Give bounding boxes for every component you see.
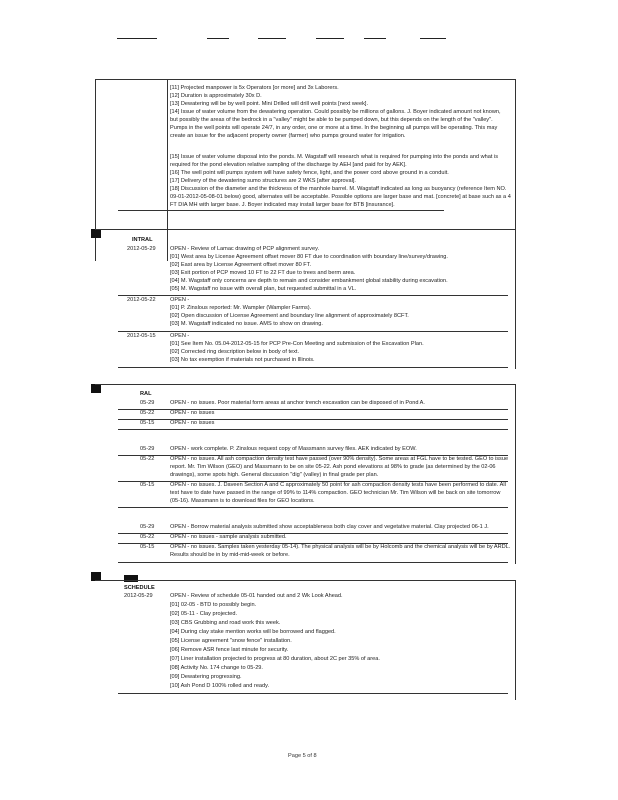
section-c-date: 05-15 <box>140 420 155 426</box>
section-c-line: OPEN - no issues. Poor material form areas at anchor trench excavation can be disposed of in Pond A. <box>170 400 425 406</box>
section-c-line: drawings), some spots high. General discussion "dig" (valley) in final grade per plan. <box>170 472 379 478</box>
section-c-date: 05-15 <box>140 482 155 488</box>
header-rule-6 <box>420 38 446 39</box>
header-rule-3 <box>258 38 286 39</box>
section-b-line: [02] Open discussion of License Agreement and boundary line alignment of approximately 8CFT. <box>170 313 409 319</box>
section-a-line: FT DIA MH with larger base. J. Boyer indicated may install larger base for BTB [insurance]. <box>170 202 395 208</box>
section-a-top-rule <box>95 79 515 80</box>
section-d-line: [10] Ash Pond D 100% rolled and ready. <box>170 683 270 689</box>
section-b-top-rule <box>95 229 515 230</box>
section-a-line: [15] Issue of water volume disposal into the ponds. M. Wagstaff will research what is required for pumping into the ponds and what is <box>170 154 499 160</box>
section-c-line: Results should be in by mid-mid-week or before. <box>170 552 290 558</box>
section-d-line: [09] Dewatering progressing. <box>170 674 242 680</box>
section-c-line: OPEN - no issues <box>170 410 215 416</box>
section-c-bottom-rule <box>118 562 508 563</box>
section-c-date: 05-29 <box>140 524 155 530</box>
page-number: Page 5 of 8 <box>288 753 317 759</box>
section-c-line: (05-16). Massmann is to download files for GEO locations. <box>170 498 315 504</box>
section-a-line: [17] Delivery of the dewatering sumo structures are 2 WKS [after approval]. <box>170 178 356 184</box>
section-a-line: but possibly the areas of the bedrock in a "valley" might be able to be pumped down, but this depends on the length of the "valley". <box>170 117 493 123</box>
section-d-date: 2012-05-29 <box>124 593 153 599</box>
section-c-marker <box>91 384 101 393</box>
section-c-line: OPEN - no issues - sample analysis submitted. <box>170 534 287 540</box>
section-b-line: OPEN - <box>170 333 190 339</box>
section-c-date: 05-22 <box>140 456 155 462</box>
section-b-line: [01] P. Zinslous reported: Mr. Wampler (Wampler Farms). <box>170 305 312 311</box>
section-d-line: [01] 02-05 - BTD to possibly begin. <box>170 602 257 608</box>
section-a-line: [16] The well point will pumps system will have safety fence, light, and the power cord above ground in a conduit. <box>170 170 449 176</box>
section-b-entry-rule <box>118 331 508 332</box>
section-a-line: 09-01-2012-05-08-01 below) good, alternates will be acceptable. Possible options are larger base and mat. [concrete] at base such as a 4 <box>170 194 511 200</box>
section-d-line: [05] License agreement "snow fence" installation. <box>170 638 292 644</box>
section-c-date: 05-29 <box>140 446 155 452</box>
header-rule-2 <box>207 38 229 39</box>
section-d-title: SCHEDULE <box>124 585 155 591</box>
section-b-line: [02] East area by License Agreement offset mover 80 FT. <box>170 262 312 268</box>
section-c-line: OPEN - Borrow material analysis submitted show acceptableness both clay cover and vegetative material. Clay projected 06-1 J. <box>170 524 489 530</box>
section-c-date: 05-29 <box>140 400 155 406</box>
section-a-line: create an issue for the adjacent property owner (farmer) who pumps ground water for irrigation. <box>170 133 406 139</box>
section-d-line: [04] During clay stake mention works will be borrowed and flagged. <box>170 629 336 635</box>
section-c-top-rule <box>95 384 515 385</box>
section-b-line: [05] M. Wagstaff no issue with overall plan, but requested submittal in a VL. <box>170 286 357 292</box>
section-b-line: [02] Corrected ring description below in body of text. <box>170 349 300 355</box>
section-c-right-rule <box>515 384 516 564</box>
section-a-line: [18] Discussion of the diameter and the thickness of the manhole barrel. M. Wagstaff indicated as long as buoyancy (reference Item NO. <box>170 186 507 192</box>
section-d-bottom-rule <box>118 693 508 694</box>
section-b-bottom-rule <box>118 367 508 368</box>
section-d-line: [03] CBS Grubbing and road work this week. <box>170 620 281 626</box>
section-d-top-rule <box>95 580 515 581</box>
section-d-right-rule <box>515 580 516 700</box>
section-c-entry-rule <box>118 507 508 508</box>
section-d-line: [08] Activity No. 174 change to 05-29. <box>170 665 263 671</box>
section-b-title: INTRAL <box>132 237 153 243</box>
section-c-line: OPEN - no issues. All ash compaction density test have passed (over 90% density). Some areas at FGL have to be tested. GEO to issue <box>170 456 509 462</box>
section-b-line: [03] No tax exemption if materials not purchased in Illinois. <box>170 357 315 363</box>
section-b-date: 2012-05-22 <box>127 297 156 303</box>
section-a-line: required for the pond elevation relative sampling of the discharge by AEH [and paid for by AEK]. <box>170 162 407 168</box>
section-b-right-rule <box>515 229 516 369</box>
section-c-line: report. Mr. Tim Wilson (GEO) and Massmann to be on site 05-22. Ash pond elevations at 98% to grade (as determined by the 02-06 <box>170 464 496 470</box>
section-c-date: 05-22 <box>140 534 155 540</box>
section-b-line: [03] M. Wagstaff indicated no issue. AMS to show on drawing. <box>170 321 323 327</box>
section-c-entry-rule <box>118 429 508 430</box>
section-a-line: [12] Duration is approximately 30x D. <box>170 93 262 99</box>
header-rule-4 <box>316 38 344 39</box>
section-b-marker <box>91 229 101 238</box>
header-rule-1 <box>117 38 157 39</box>
section-a-col-rule <box>167 79 168 261</box>
section-b-line: [03] Exit portion of PCP moved 10 FT to 22 FT due to trees and berm area. <box>170 270 356 276</box>
section-c-line: OPEN - work complete. P. Zinslous request copy of Massmann survey files. AEK indicated by EOW. <box>170 446 417 452</box>
section-b-line: OPEN - <box>170 297 190 303</box>
section-c-line: test have to date have passed in the range of 99% to 114% compaction. GEO technician Mr. Tim Wilson will be back on site tomorrow <box>170 490 501 496</box>
section-a-line: [11] Projected manpower is 5x Operators [or more] and 3x Laborers. <box>170 85 339 91</box>
section-a-line: [14] Issue of water volume from the dewatering operation. Could possibly be millions of gallons. J. Boyer indicated amount not known, <box>170 109 501 115</box>
section-c-title: RAL <box>140 391 152 397</box>
header-rule-5 <box>364 38 386 39</box>
section-b-line: [04] M. Wagstaff only concerns are depth to remain and consider embankment global stability during excavation. <box>170 278 448 284</box>
section-b-date: 2012-05-15 <box>127 333 156 339</box>
section-b-line: OPEN - Review of Lamac drawing of PCP alignment survey. <box>170 246 320 252</box>
section-b-line: [01] See Item No. 05.04-2012-05-15 for PCP Pre-Con Meeting and submission of the Excavation Plan. <box>170 341 424 347</box>
section-c-line: OPEN - no issues. J. Daveen Section A and C approximately 50 point for ash compaction density tests have been performed to date. All <box>170 482 506 488</box>
section-b-entry-rule <box>118 295 508 296</box>
section-a-line: [13] Dewatering will be by well point. Mini Drilled will drill well points [next week]. <box>170 101 369 107</box>
section-a-line: Pumps in the well points will operate 24/7, in any order, one or more at a time. In the beginning all pumps will be operating. This may <box>170 125 498 131</box>
section-d-line: [07] Liner installation projected to progress at 80 duration, about 2C per 35% of area. <box>170 656 380 662</box>
section-b-line: [01] West area by License Agreement offset mover 80 FT due to coordination with boundary line/survey/drawing. <box>170 254 448 260</box>
section-c-date: 05-15 <box>140 544 155 550</box>
section-d-line: [02] 05-11 - Clay projected. <box>170 611 238 617</box>
section-d-line: [06] Remove ASR fence last minute for security. <box>170 647 289 653</box>
section-d-line: OPEN - Review of schedule 05-01 handed out and 2 Wk Look Ahead. <box>170 593 343 599</box>
section-c-line: OPEN - no issues. Samples taken yesterday 05-14). The physical analysis will be by Holcomb and the chemical analysis will be by ARDL. <box>170 544 511 550</box>
section-a-underline <box>118 210 444 211</box>
section-c-date: 05-22 <box>140 410 155 416</box>
section-b-date: 2012-05-29 <box>127 246 156 252</box>
section-c-line: OPEN - no issues <box>170 420 215 426</box>
